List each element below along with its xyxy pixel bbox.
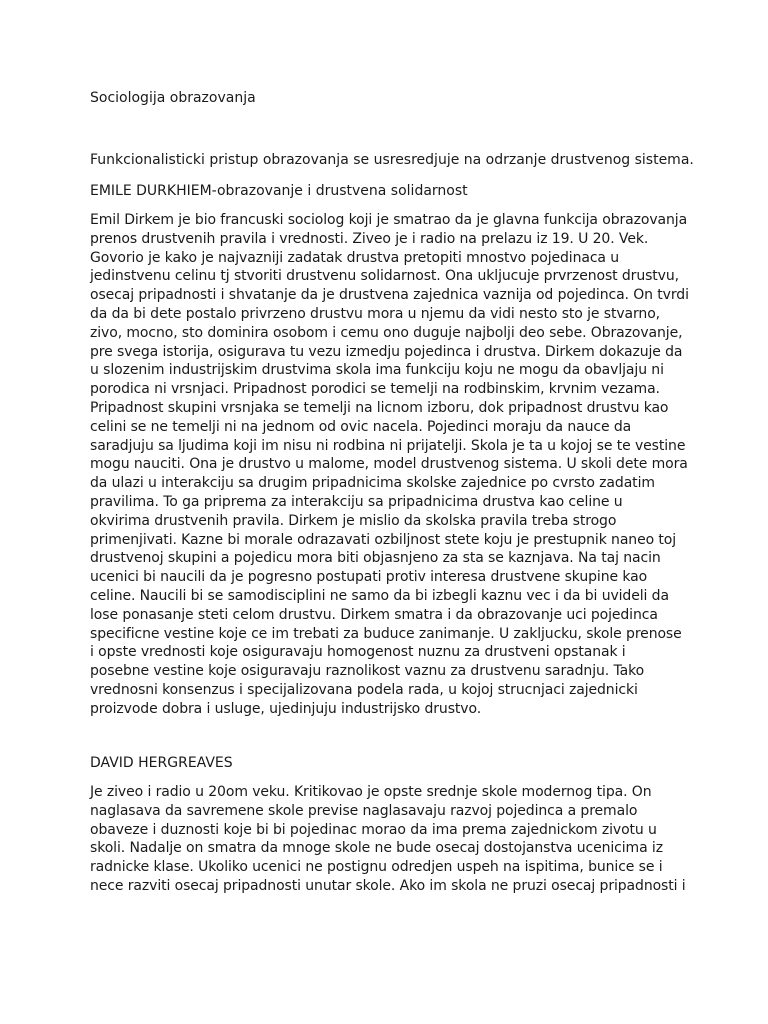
paragraph-line: Govorio je kako je najvazniji zadatak drustva pretopiti mnostvo pojedinaca u (90, 249, 620, 266)
paragraph-line: Je ziveo i radio u 20om veku. Kritikovao je opste srednje skole modernog tipa. On (90, 784, 652, 800)
paragraph-line: ucenici bi naucili da je pogresno postupati protiv interesa drustvene skupine kao (90, 569, 648, 586)
paragraph-line: mogu nauciti. Ona je drustvo u malome, model drustvenog sistema. U skoli dete mora (90, 456, 688, 473)
paragraph-line: Emil Dirkem je bio francuski sociolog koji je smatrao da je glavna funkcija obrazovanja (90, 212, 688, 228)
paragraph-line: saradjuju sa ljudima koji im nisu ni rodbina ni prijatelji. Skola je ta u kojoj se te vestine (90, 437, 686, 454)
section-paragraph-hergreaves (90, 783, 690, 896)
paragraph-line: radnicke klase. Ukoliko ucenici ne postignu odredjen uspeh na ispitima, bunice se i (90, 859, 663, 876)
paragraph-line: celini se ne temelji ni na jednom od ovic nacela. Pojedinci moraju da nauce da (90, 418, 632, 435)
paragraph-line: porodica ni vrsnjaci. Pripadnost porodici se temelji na rodbinskim, krvnim vezama. (90, 381, 660, 398)
paragraph-line: posebne vestine koje osiguravaju raznolikost vaznu za drustvenu saradnju. Tako (90, 663, 645, 680)
paragraph-line: u slozenim industrijskim drustvima skola ima funkciju koju ne mogu da obavljaju ni (90, 362, 664, 379)
paragraph-line: pre svega istorija, osigurava tu vezu izmedju pojedinca i drustva. Dirkem dokazuje da (90, 343, 683, 360)
paragraph-line: celine. Naucili bi se samodisciplini ne samo da bi izbegli kaznu vec i da bi uvideli da (90, 587, 669, 604)
intro-sentence: Funkcionalisticki pristup obrazovanja se usresredjuje na odrzanje drustvenog sistema. (90, 152, 694, 168)
paragraph-line: jedinstvenu celinu tj stvoriti drustvenu solidarnost. Ona ukljucuje prvrzenost drustvu, (90, 268, 679, 285)
paragraph-line: Pripadnost skupini vrsnjaka se temelji na licnom izboru, dok pripadnost drustvu kao (90, 399, 669, 416)
paragraph-line: primenjivati. Kazne bi morale odrazavati ozbiljnost stete koju je prestupnik naneo toj (90, 531, 677, 548)
paragraph-line: da ulazi u interakciju sa drugim pripadnicima skolske zajednice po cvrsto zadatim (90, 475, 655, 492)
paragraph-line: drustvenoj skupini a pojedicu mora biti objasnjeno za sta se kaznjava. Na taj nacin (90, 550, 661, 567)
paragraph-line: specificne vestine koje ce im trebati za buduce zanimanje. U zakljucku, skole prenose (90, 625, 682, 642)
paragraph-line: obaveze i duznosti koje bi bi pojedinac morao da ima prema zajednickom zivotu u (90, 821, 657, 838)
paragraph-line: okvirima drustvenih pravila. Dirkem je mislio da skolska pravila treba strogo (90, 512, 617, 529)
paragraph-line: vrednosni konsenzus i specijalizovana podela rada, u kojoj strucnjaci zajednicki (90, 681, 638, 698)
section-heading-durkheim: EMILE DURKHIEM-obrazovanje i drustvena solidarnost (90, 183, 468, 199)
paragraph-line: da da bi dete postalo privrzeno drustvu mora u njemu da vidi nesto sto je stvarno, (90, 305, 661, 322)
paragraph-line: osecaj pripadnosti i shvatanje da je drustvena zajednica vaznija od pojedinca. On tvrdi (90, 287, 689, 304)
section-paragraph-durkheim (90, 211, 690, 719)
paragraph-line: pravilima. To ga priprema za interakciju sa pripadnicima drustva kao celine u (90, 493, 623, 510)
paragraph-line: lose ponasanje steti celom drustvu. Dirkem smatra i da obrazovanje uci pojedinca (90, 606, 658, 623)
paragraph-line: nece razviti osecaj pripadnosti unutar skole. Ako im skola ne pruzi osecaj pripadnosti i (90, 877, 686, 894)
section-heading-hergreaves: DAVID HERGREAVES (90, 755, 233, 771)
paragraph-line: skoli. Nadalje on smatra da mnoge skole ne bude osecaj dostojanstva ucenicima iz (90, 840, 663, 857)
paragraph-line: naglasava da savremene skole previse naglasavaju razvoj pojedinca a premalo (90, 802, 638, 819)
paragraph-line: i opste vrednosti koje osiguravaju homogenost nuznu za drustveni opstanak i (90, 644, 626, 661)
paragraph-line: zivo, mocno, sto dominira osobom i cemu ono duguje najbolji deo sebe. Obrazovanje, (90, 324, 683, 341)
document-title: Sociologija obrazovanja (90, 90, 256, 106)
paragraph-line: proizvode dobra i usluge, ujedinjuju industrijsko drustvo. (90, 700, 482, 717)
paragraph-line: prenos drustvenih pravila i vrednosti. Ziveo je i radio na prelazu iz 19. U 20. Vek. (90, 230, 649, 247)
